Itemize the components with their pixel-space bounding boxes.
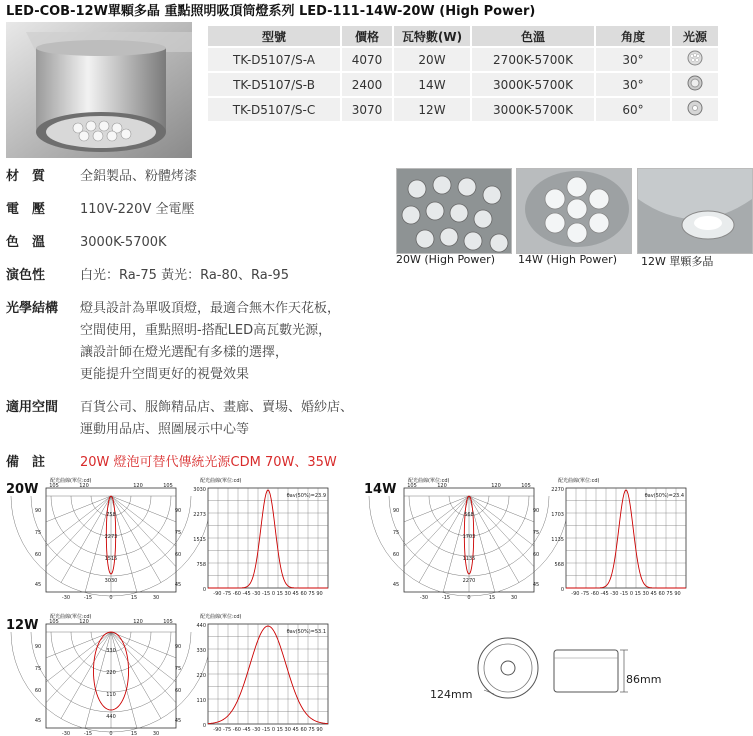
led-12w-photo <box>637 168 753 254</box>
product-photo <box>6 22 192 158</box>
polar-light-distribution-chart <box>394 476 544 600</box>
y-tick-label: 0 <box>560 587 564 593</box>
led-14w-photo <box>516 168 632 254</box>
y-tick-label: 0 <box>202 587 206 593</box>
x-tick-labels: -90 -75 -60 -45 -30 -15 0 15 30 45 60 75 90 <box>213 591 323 597</box>
polar-angle-label: 15 <box>488 595 496 601</box>
led-20w-photo <box>396 168 512 254</box>
table-cell: 60° <box>596 98 670 121</box>
polar-angle-label: 120 <box>133 619 143 625</box>
table-cell <box>672 73 718 96</box>
polar-angle-label: 120 <box>133 483 143 489</box>
polar-angle-label: 105 <box>163 619 173 625</box>
photo-caption: 14W (High Power) <box>518 253 617 266</box>
table-cell <box>672 98 718 121</box>
beam-angle-label: θav(50%)=53.1 <box>286 629 326 635</box>
page-title: LED-COB-12W單顆多晶 重點照明吸頂筒燈系列 LED-111-14W-20W (High Power) <box>6 4 536 19</box>
polar-angle-label: 45 <box>174 582 182 588</box>
table-cell: 14W <box>394 73 470 96</box>
table-row <box>208 48 718 71</box>
table-cell: 3070 <box>342 98 392 121</box>
table-cell: 2400 <box>342 73 392 96</box>
polar-angle-label: 105 <box>521 483 531 489</box>
chart-watt-label: 20W <box>6 482 39 497</box>
table-cell: 3000K-5700K <box>472 73 594 96</box>
table-cell: 30° <box>596 48 670 71</box>
dimension-diagram <box>470 634 670 704</box>
y-tick-label: 2273 <box>193 512 206 518</box>
y-tick-label: 758 <box>196 562 206 568</box>
polar-angle-label: 15 <box>130 731 138 736</box>
polar-angle-label: -30 <box>419 595 429 601</box>
polar-tick-label: 3030 <box>104 578 118 584</box>
polar-angle-label: 75 <box>34 530 42 536</box>
polar-tick-label: 1703 <box>462 534 476 540</box>
led-source-icon <box>687 50 703 66</box>
table-cell: 4070 <box>342 48 392 71</box>
table-cell <box>672 48 718 71</box>
spec-table <box>206 24 720 123</box>
table-cell: TK-D5107/S-B <box>208 73 340 96</box>
beam-angle-label: θav(50%)=23.4 <box>644 493 684 499</box>
polar-angle-label: 60 <box>174 552 182 558</box>
polar-angle-label: 120 <box>437 483 447 489</box>
polar-angle-label: 90 <box>174 508 182 514</box>
photo-caption: 12W 單顆多晶 <box>641 255 714 268</box>
polar-angle-label: 75 <box>392 530 400 536</box>
polar-angle-label: 90 <box>532 508 540 514</box>
chart-watt-label: 12W <box>6 618 39 633</box>
polar-angle-label: 0 <box>467 595 471 601</box>
polar-angle-label: 105 <box>49 483 59 489</box>
polar-angle-label: 45 <box>34 582 42 588</box>
table-cell: 12W <box>394 98 470 121</box>
y-tick-label: 440 <box>196 623 206 629</box>
table-row <box>208 73 718 96</box>
property-row <box>6 298 353 386</box>
property-label: 備 註 <box>6 455 46 470</box>
polar-tick-label: 2270 <box>462 578 476 584</box>
polar-angle-label: 30 <box>152 595 160 601</box>
polar-light-distribution-chart <box>36 612 186 736</box>
polar-tick-label: 1515 <box>104 556 118 562</box>
y-tick-label: 1515 <box>193 537 206 543</box>
chart-title: 配光曲線(單位:cd) <box>50 614 92 620</box>
polar-angle-label: 0 <box>109 595 113 601</box>
polar-angle-label: 90 <box>174 644 182 650</box>
polar-angle-label: 30 <box>510 595 518 601</box>
table-cell: 2700K-5700K <box>472 48 594 71</box>
table-header-row <box>208 26 718 46</box>
polar-angle-label: 105 <box>49 619 59 625</box>
table-row <box>208 98 718 121</box>
polar-tick-label: 2273 <box>104 534 118 540</box>
chart-watt-label: 14W <box>364 482 397 497</box>
chart-title: 配光曲線(單位:cd) <box>558 478 600 484</box>
polar-tick-label: 110 <box>106 692 116 698</box>
polar-angle-label: 45 <box>174 718 182 724</box>
polar-angle-label: -15 <box>441 595 451 601</box>
polar-angle-label: 75 <box>174 666 182 672</box>
y-tick-label: 220 <box>196 673 206 679</box>
y-tick-label: 110 <box>196 698 206 704</box>
polar-angle-label: 75 <box>174 530 182 536</box>
chart-title: 配光曲線(單位:cd) <box>200 478 242 484</box>
property-list <box>6 166 353 485</box>
property-label: 電 壓 <box>6 202 46 217</box>
cartesian-light-distribution-chart <box>544 476 694 600</box>
polar-angle-label: 60 <box>34 552 42 558</box>
led-source-icon <box>687 75 703 91</box>
header-cell: 瓦特數(W) <box>394 26 470 46</box>
polar-angle-label: 45 <box>392 582 400 588</box>
table-cell: 30° <box>596 73 670 96</box>
polar-tick-label: 330 <box>106 648 116 654</box>
led-source-icon <box>687 100 703 116</box>
x-tick-labels: -90 -75 -60 -45 -30 -15 0 15 30 45 60 75 90 <box>571 591 681 597</box>
polar-angle-label: -30 <box>61 731 71 736</box>
polar-angle-label: 105 <box>407 483 417 489</box>
y-tick-label: 0 <box>202 723 206 729</box>
polar-tick-label: 220 <box>106 670 116 676</box>
polar-angle-label: 90 <box>34 508 42 514</box>
property-row <box>6 397 353 441</box>
chart-title: 配光曲線(單位:cd) <box>200 614 242 620</box>
y-tick-label: 1135 <box>551 537 564 543</box>
property-label: 材 質 <box>6 169 46 184</box>
property-row <box>6 232 353 254</box>
property-value: 燈具設計為單吸頂燈，最適合無木作天花板， 空間使用，重點照明-搭配LED高瓦數光源， 讓設計師在燈光選配有多樣的選擇， 更能提升空間更好的視覺效果 <box>80 301 341 382</box>
polar-angle-label: -30 <box>61 595 71 601</box>
photo-caption: 20W (High Power) <box>396 253 495 266</box>
cartesian-light-distribution-chart <box>186 476 336 600</box>
table-cell: TK-D5107/S-A <box>208 48 340 71</box>
cartesian-light-distribution-chart <box>186 612 336 736</box>
polar-angle-label: 15 <box>130 595 138 601</box>
height-label: 86mm <box>626 673 662 686</box>
polar-angle-label: 0 <box>109 731 113 736</box>
polar-angle-label: 75 <box>34 666 42 672</box>
polar-angle-label: -15 <box>83 595 93 601</box>
property-value: 3000K-5700K <box>80 235 167 250</box>
polar-tick-label: 568 <box>464 512 474 518</box>
header-cell: 光源 <box>672 26 718 46</box>
polar-angle-label: 60 <box>392 552 400 558</box>
table-cell: TK-D5107/S-C <box>208 98 340 121</box>
x-tick-labels: -90 -75 -60 -45 -30 -15 0 15 30 45 60 75 90 <box>213 727 323 733</box>
polar-angle-label: 45 <box>532 582 540 588</box>
property-value: 20W 燈泡可替代傳統光源CDM 70W、35W <box>80 455 337 470</box>
polar-tick-label: 1135 <box>462 556 476 562</box>
property-row <box>6 199 353 221</box>
beam-angle-label: θav(50%)=23.9 <box>286 493 326 499</box>
polar-angle-label: 90 <box>34 644 42 650</box>
polar-light-distribution-chart <box>36 476 186 600</box>
property-row <box>6 452 353 474</box>
property-value: 全鋁製品、粉體烤漆 <box>80 169 198 184</box>
polar-angle-label: 60 <box>174 688 182 694</box>
y-tick-label: 568 <box>554 562 564 568</box>
y-tick-label: 330 <box>196 648 206 654</box>
header-cell: 色溫 <box>472 26 594 46</box>
polar-angle-label: 90 <box>392 508 400 514</box>
polar-angle-label: 120 <box>491 483 501 489</box>
property-row <box>6 265 353 287</box>
property-label: 適用空間 <box>6 400 59 415</box>
header-cell: 價格 <box>342 26 392 46</box>
diameter-label: 124mm <box>430 688 473 701</box>
property-value: 110V-220V 全電壓 <box>80 202 195 217</box>
polar-angle-label: 120 <box>79 619 89 625</box>
polar-angle-label: -15 <box>83 731 93 736</box>
polar-angle-label: 75 <box>532 530 540 536</box>
polar-tick-label: 440 <box>106 714 116 720</box>
polar-angle-label: 30 <box>152 731 160 736</box>
y-tick-label: 2270 <box>551 487 564 493</box>
property-label: 光學結構 <box>6 301 59 316</box>
header-cell: 型號 <box>208 26 340 46</box>
polar-tick-label: 758 <box>106 512 116 518</box>
property-label: 色 溫 <box>6 235 46 250</box>
property-row <box>6 166 353 188</box>
polar-angle-label: 120 <box>79 483 89 489</box>
property-value: 白光：Ra-75 黃光：Ra-80、Ra-95 <box>80 268 289 283</box>
polar-angle-label: 45 <box>34 718 42 724</box>
polar-angle-label: 60 <box>532 552 540 558</box>
chart-title: 配光曲線(單位:cd) <box>50 478 92 484</box>
header-cell: 角度 <box>596 26 670 46</box>
polar-angle-label: 105 <box>163 483 173 489</box>
polar-angle-label: 60 <box>34 688 42 694</box>
property-value: 百貨公司、服飾精品店、畫廊、賣場、婚紗店、 運動用品店、照圖展示中心等 <box>80 400 354 437</box>
chart-title: 配光曲線(單位:cd) <box>408 478 450 484</box>
y-tick-label: 3030 <box>193 487 206 493</box>
table-cell: 3000K-5700K <box>472 98 594 121</box>
y-tick-label: 1703 <box>551 512 564 518</box>
table-cell: 20W <box>394 48 470 71</box>
property-label: 演色性 <box>6 268 46 283</box>
